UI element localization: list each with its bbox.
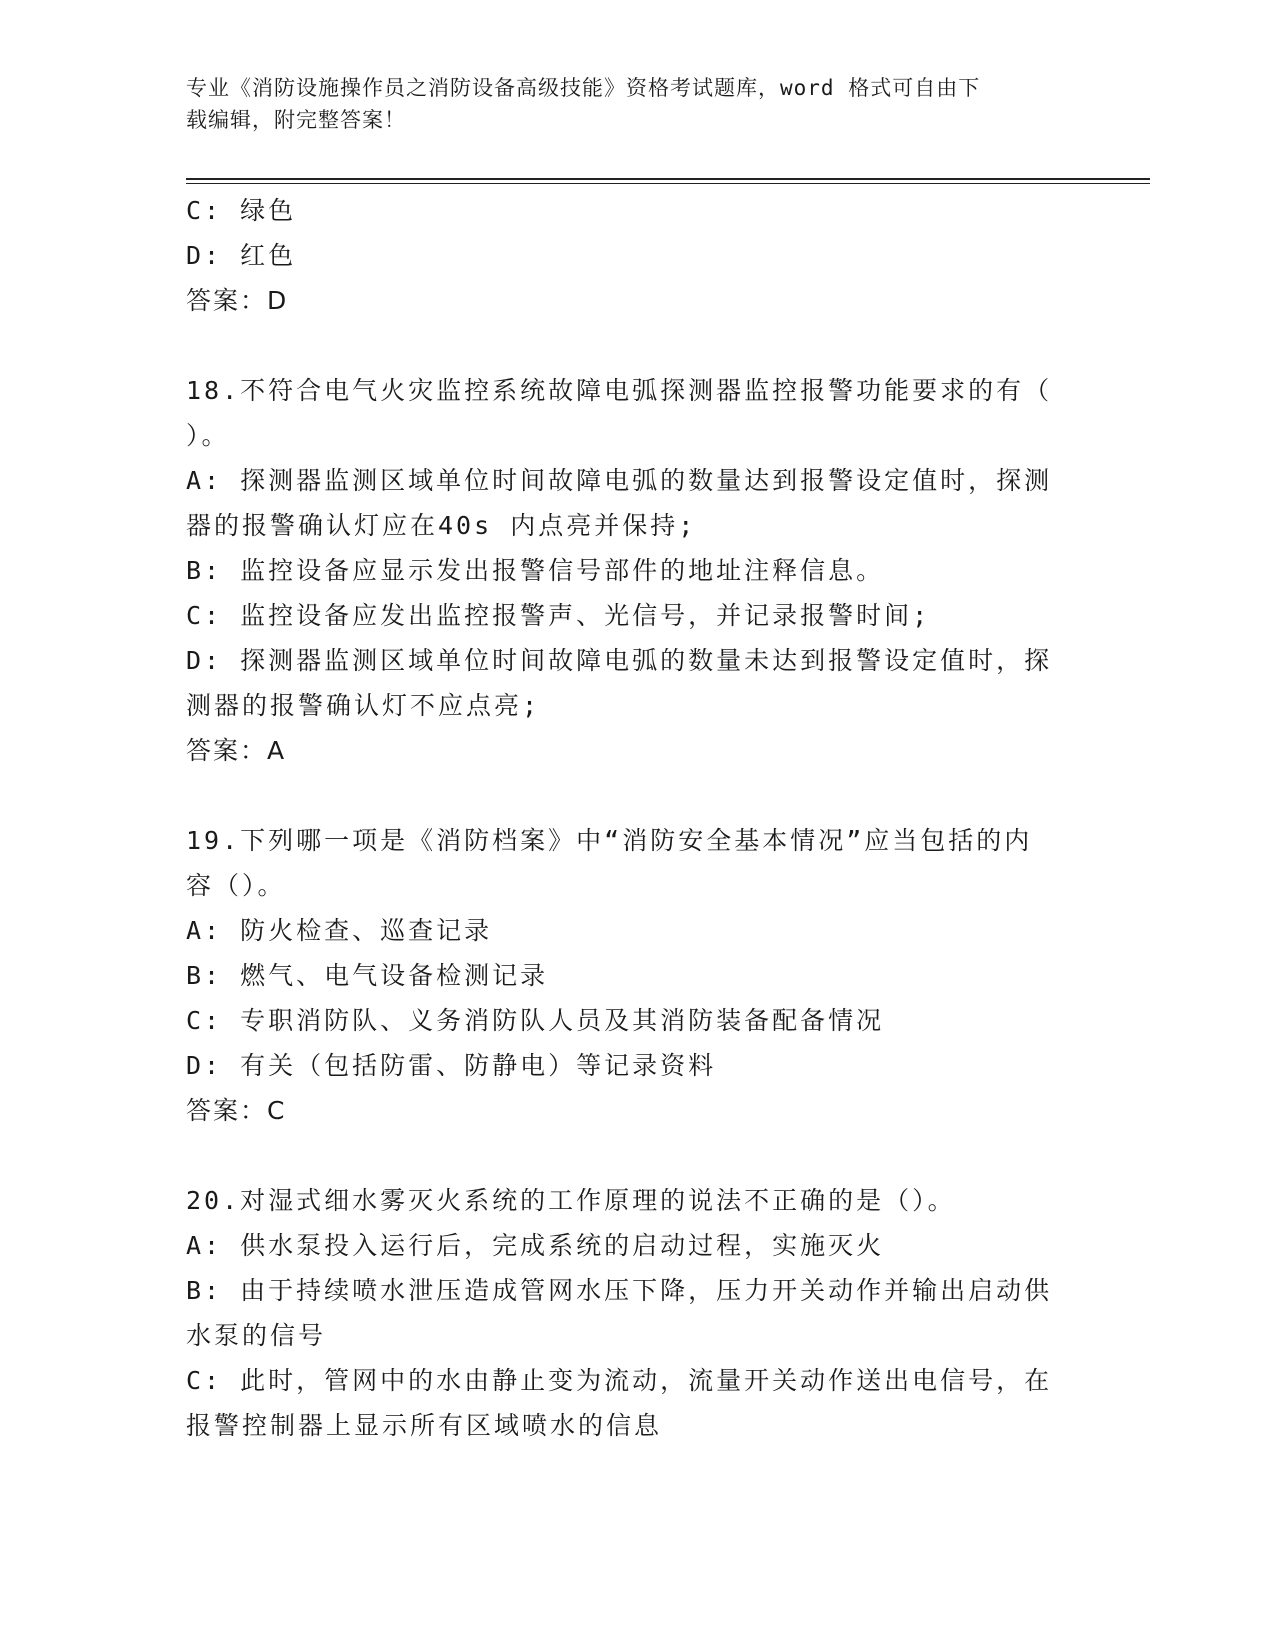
header-line-2: 载编辑，附完整答案！	[186, 108, 406, 132]
question-19	[186, 818, 1066, 1133]
answer: 答案：A	[186, 736, 287, 765]
header-divider-thin	[186, 183, 1150, 184]
option-a-cont: 器的报警确认灯应在40s 内点亮并保持;	[186, 511, 697, 540]
option-c: C: 专职消防队、义务消防队人员及其消防装备配备情况	[186, 1006, 885, 1035]
option-c: C: 此时，管网中的水由静止变为流动，流量开关动作送出电信号，在	[186, 1366, 1053, 1395]
option-a: A: 探测器监测区域单位时间故障电弧的数量达到报警设定值时，探测	[186, 466, 1053, 495]
spacer	[186, 323, 1066, 368]
spacer	[186, 773, 1066, 818]
option-d-cont: 测器的报警确认灯不应点亮;	[186, 691, 541, 720]
question-stem: 19.下列哪一项是《消防档案》中“消防安全基本情况”应当包括的内	[186, 826, 1033, 855]
option-b: B: 由于持续喷水泄压造成管网水压下降，压力开关动作并输出启动供	[186, 1276, 1053, 1305]
option-b: B: 监控设备应显示发出报警信号部件的地址注释信息。	[186, 556, 885, 585]
previous-question-tail	[186, 188, 1066, 323]
answer: 答案：C	[186, 1096, 287, 1125]
option-b-cont: 水泵的信号	[186, 1321, 327, 1350]
option-d: D: 有关（包括防雷、防静电）等记录资料	[186, 1051, 717, 1080]
question-list	[186, 188, 1066, 1448]
header-line-1: 专业《消防设施操作员之消防设备高级技能》资格考试题库，word 格式可自由下	[186, 76, 981, 100]
question-18	[186, 368, 1066, 773]
option-c: C: 监控设备应发出监控报警声、光信号，并记录报警时间;	[186, 601, 931, 630]
question-stem-cont: ）。	[186, 421, 230, 450]
option-a: A: 防火检查、巡查记录	[186, 916, 493, 945]
spacer	[186, 1133, 1066, 1178]
answer: 答案：D	[186, 286, 289, 315]
option-c: C: 绿色	[186, 196, 297, 225]
question-stem-cont: 容（）。	[186, 871, 286, 900]
option-d: D: 探测器监测区域单位时间故障电弧的数量未达到报警设定值时，探	[186, 646, 1053, 675]
header-divider-thick	[186, 178, 1150, 180]
question-20	[186, 1178, 1066, 1448]
option-b: B: 燃气、电气设备检测记录	[186, 961, 549, 990]
question-stem: 18.不符合电气火灾监控系统故障电弧探测器监控报警功能要求的有（	[186, 376, 1053, 405]
option-c-cont: 报警控制器上显示所有区域喷水的信息	[186, 1411, 663, 1440]
question-stem: 20.对湿式细水雾灭火系统的工作原理的说法不正确的是（）。	[186, 1186, 956, 1215]
option-d: D: 红色	[186, 241, 297, 270]
document-header	[186, 72, 1066, 136]
option-a: A: 供水泵投入运行后，完成系统的启动过程，实施灭火	[186, 1231, 885, 1260]
